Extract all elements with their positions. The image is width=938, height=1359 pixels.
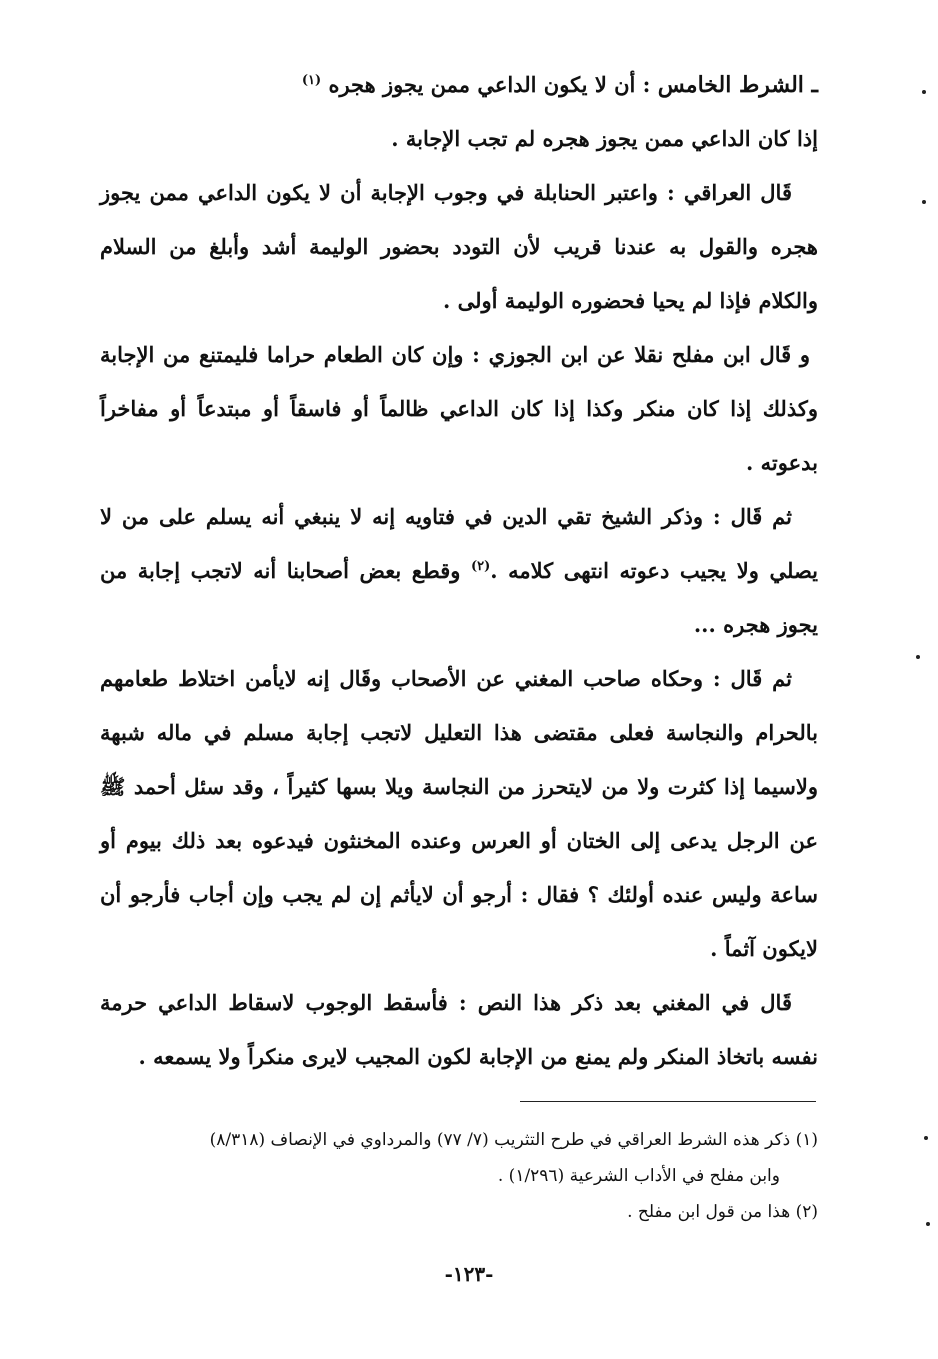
scan-margin-mark — [922, 200, 926, 204]
paragraph-3: و قَال ابن مفلح نقلا عن ابن الجوزي : وإن كان الطعام حراما فليمتنع من الإجابة وكذلك إذا كان منكر وكذا إذا كان الداعي ظالماً أو فاسقاً أو مبتدعاً أو مفاخراً بدعوته . — [100, 342, 818, 475]
scan-margin-mark — [926, 1222, 930, 1226]
scan-margin-mark — [916, 655, 920, 659]
footnote-ref-1[interactable]: (١) — [301, 73, 322, 88]
paragraph-4-after: وقطع بعض أصحابنا أنه لاتجب إجابة من يجوز هجره ... — [100, 558, 818, 637]
scan-margin-mark — [924, 1136, 928, 1140]
section-heading — [100, 58, 818, 112]
heading-text: : أن لا يكون الداعي ممن يجوز هجره — [321, 72, 658, 97]
main-text — [100, 58, 818, 1084]
paragraph-2: قَال العراقي : واعتبر الحنابلة في وجوب الإجابة أن لا يكون الداعي ممن يجوز هجره والقول به عندنا قريب لأن التودد بحضور الوليمة أشد وأبلغ من السلام والكلام فإذا لم يحيا فحضوره الوليمة أولى . — [100, 180, 818, 313]
footnote-ref-2[interactable]: (٢) — [470, 559, 491, 574]
footnote-1-line-1: (١) ذكر هذه الشرط العراقي في طرح التثريب (٧/ ٧٧) والمرداوي في الإنصاف (٨/٣١٨) — [209, 1130, 818, 1150]
footnote-1-line-2: وابن مفلح في الأداب الشرعية (١/٢٩٦) . — [497, 1166, 780, 1186]
paragraph-5: ثم قَال : وحكاه صاحب المغني عن الأصحاب وقَال إنه لايأمن اختلاط طعامهم بالحرام والنجاسة فعلى مقتضى هذا التعليل لاتجب إجابة مسلم في ماله شبهة ولاسيما إذا كثرت ولا من لايتحرز من النجاسة ويلا بسها كثيراً ، وقد سئل أحمد ﷺ عن الرجل يدعى إلى الختان أو العرس وعنده المخنثون فيدعوه بعد ذلك بيوم أو ساعة وليس عنده أولئك ؟ فقال : أرجو أن لايأثم إن لم يجب وإن أجاب فأرجو أن لايكون آثماً . — [100, 666, 818, 961]
paragraph-4 — [100, 490, 818, 652]
scan-margin-mark — [922, 90, 926, 94]
paragraph-1: إذا كان الداعي ممن يجوز هجره لم تجب الإجابة . — [391, 126, 818, 151]
footnote-divider — [520, 1101, 816, 1102]
heading-label: ـ الشرط الخامس — [657, 72, 818, 98]
footnote-2: (٢) هذا من قول ابن مفلح . — [627, 1202, 818, 1222]
page-number: -١٢٣- — [444, 1262, 494, 1286]
paragraph-6: قَال في المغني بعد ذكر هذا النص : فأسقط الوجوب لاسقاط الداعي حرمة نفسه باتخاذ المنكر ولم يمنع من الإجابة لكون المجيب لايرى منكراً ولا يسمعه . — [100, 990, 818, 1069]
footnotes — [100, 1122, 818, 1230]
paragraph-4-before: ثم قَال : وذكر الشيخ تقي الدين في فتاويه إنه لا ينبغي أنه يسلم على من لا يصلي ولا يجيب دعوته انتهى كلامه . — [100, 504, 818, 583]
